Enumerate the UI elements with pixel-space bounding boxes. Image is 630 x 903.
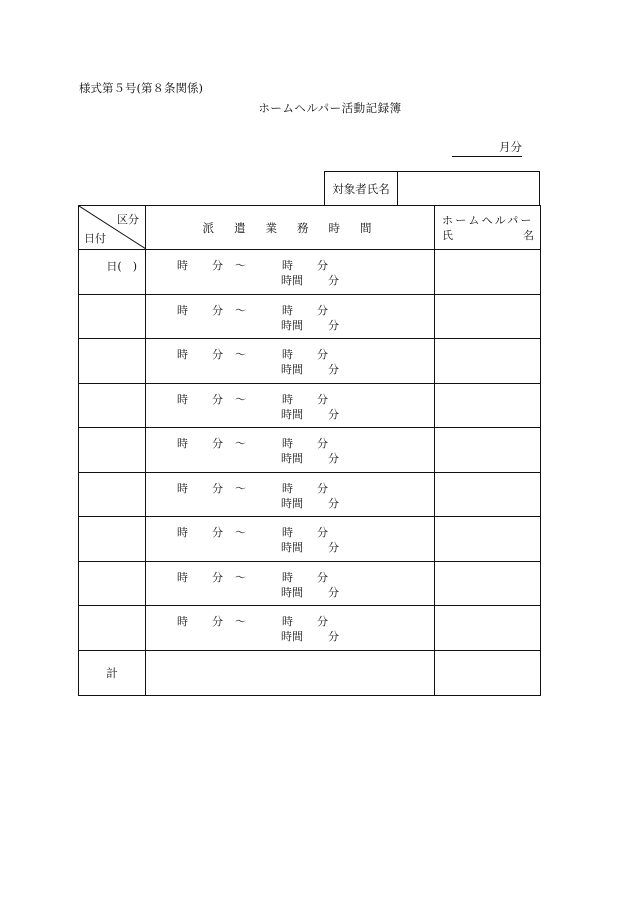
range-tilde: ～ <box>235 392 246 406</box>
end-minute-label: 分 <box>317 348 328 361</box>
duration-minute-label: 分 <box>328 585 339 599</box>
start-hour-label: 時 <box>177 570 188 584</box>
duration-hours-label: 時間 <box>281 274 303 287</box>
table-row <box>79 339 541 384</box>
start-hour-label: 時 <box>177 259 188 272</box>
duration-minute-label: 分 <box>328 452 339 465</box>
table-row <box>79 294 541 339</box>
end-minute-label: 分 <box>317 481 328 495</box>
dispatch-time-cell[interactable] <box>146 250 435 295</box>
start-minute-label: 分 <box>212 392 223 406</box>
helper-name-cell[interactable] <box>435 561 541 606</box>
duration-minute-label: 分 <box>328 496 339 510</box>
start-hour-label: 時 <box>177 481 188 495</box>
end-hour-label: 時 <box>282 259 293 272</box>
end-hour-label: 時 <box>282 526 293 539</box>
range-tilde: ～ <box>235 437 246 450</box>
total-helper-cell[interactable] <box>435 650 541 695</box>
document-title: ホームヘルパー活動記録簿 <box>258 101 402 115</box>
end-minute-label: 分 <box>317 392 328 406</box>
start-minute-label: 分 <box>212 259 223 272</box>
helper-name-header <box>435 206 541 250</box>
dispatch-time-cell[interactable] <box>146 294 435 339</box>
table-row <box>79 472 541 517</box>
duration-minute-label: 分 <box>328 274 339 287</box>
duration-hours-label: 時間 <box>281 318 303 332</box>
start-minute-label: 分 <box>212 348 223 361</box>
end-hour-label: 時 <box>282 348 293 361</box>
helper-name-cell[interactable] <box>435 294 541 339</box>
date-cell[interactable] <box>79 339 146 384</box>
range-tilde: ～ <box>235 348 246 361</box>
end-minute-label: 分 <box>317 526 328 539</box>
end-hour-label: 時 <box>282 303 293 317</box>
date-cell[interactable] <box>79 428 146 473</box>
duration-hours-label: 時間 <box>281 585 303 599</box>
end-minute-label: 分 <box>317 259 328 272</box>
duration-hours-label: 時間 <box>281 496 303 510</box>
duration-minute-label: 分 <box>328 541 339 554</box>
duration-minute-label: 分 <box>328 318 339 332</box>
range-tilde: ～ <box>235 526 246 539</box>
end-minute-label: 分 <box>317 303 328 317</box>
date-cell[interactable] <box>79 517 146 562</box>
subject-name-label: 対象者氏名 <box>325 172 398 205</box>
date-cell[interactable] <box>79 606 146 651</box>
start-minute-label: 分 <box>212 303 223 317</box>
helper-name-cell[interactable] <box>435 383 541 428</box>
helper-header-givenname: 名 <box>523 229 534 242</box>
start-minute-label: 分 <box>212 570 223 584</box>
duration-hours-label: 時間 <box>281 407 303 421</box>
total-label: 計 <box>79 650 146 695</box>
duration-hours-label: 時間 <box>281 363 303 376</box>
month-field[interactable]: 月分 <box>452 139 522 157</box>
start-hour-label: 時 <box>177 303 188 317</box>
end-hour-label: 時 <box>282 392 293 406</box>
activity-record-table <box>78 205 541 696</box>
dispatch-time-cell[interactable] <box>146 472 435 517</box>
helper-header-line1: ホームヘルパー <box>442 214 534 227</box>
start-minute-label: 分 <box>212 615 223 628</box>
end-hour-label: 時 <box>282 615 293 628</box>
dispatch-time-cell[interactable] <box>146 561 435 606</box>
start-hour-label: 時 <box>177 392 188 406</box>
duration-minute-label: 分 <box>328 363 339 376</box>
subject-name-box <box>324 171 540 205</box>
category-label: 区分 <box>117 213 139 226</box>
table-row <box>79 428 541 473</box>
end-minute-label: 分 <box>317 437 328 450</box>
range-tilde: ～ <box>235 259 246 272</box>
table-row <box>79 606 541 651</box>
table-row <box>79 383 541 428</box>
dispatch-time-cell[interactable] <box>146 517 435 562</box>
end-minute-label: 分 <box>317 615 328 628</box>
total-row <box>79 650 541 695</box>
helper-header-surname: 氏 <box>442 229 453 242</box>
dispatch-time-cell[interactable] <box>146 428 435 473</box>
table-header-row <box>79 206 541 250</box>
subject-name-input[interactable] <box>398 172 539 205</box>
helper-name-cell[interactable] <box>435 250 541 295</box>
start-minute-label: 分 <box>212 526 223 539</box>
date-label: 日付 <box>84 232 106 245</box>
end-hour-label: 時 <box>282 481 293 495</box>
duration-hours-label: 時間 <box>281 630 303 643</box>
range-tilde: ～ <box>235 615 246 628</box>
start-hour-label: 時 <box>177 615 188 628</box>
helper-name-cell[interactable] <box>435 472 541 517</box>
start-hour-label: 時 <box>177 437 188 450</box>
duration-minute-label: 分 <box>328 407 339 421</box>
dispatch-time-header: 派遣業務時間 <box>146 206 435 250</box>
date-cell[interactable] <box>79 472 146 517</box>
helper-name-cell[interactable] <box>435 606 541 651</box>
start-hour-label: 時 <box>177 348 188 361</box>
date-cell[interactable]: 日( ) <box>79 250 146 295</box>
duration-hours-label: 時間 <box>281 452 303 465</box>
end-hour-label: 時 <box>282 437 293 450</box>
table-body <box>79 250 541 651</box>
range-tilde: ～ <box>235 303 246 317</box>
start-minute-label: 分 <box>212 481 223 495</box>
range-tilde: ～ <box>235 481 246 495</box>
total-time-cell[interactable] <box>146 650 435 695</box>
helper-name-cell[interactable] <box>435 428 541 473</box>
end-minute-label: 分 <box>317 570 328 584</box>
table-row <box>79 561 541 606</box>
date-cell[interactable] <box>79 561 146 606</box>
dispatch-time-cell[interactable] <box>146 339 435 384</box>
dispatch-time-cell[interactable] <box>146 606 435 651</box>
start-minute-label: 分 <box>212 437 223 450</box>
end-hour-label: 時 <box>282 570 293 584</box>
date-cell[interactable] <box>79 294 146 339</box>
range-tilde: ～ <box>235 570 246 584</box>
start-hour-label: 時 <box>177 526 188 539</box>
duration-minute-label: 分 <box>328 630 339 643</box>
dispatch-time-cell[interactable] <box>146 383 435 428</box>
table-row <box>79 250 541 295</box>
table-row <box>79 517 541 562</box>
helper-name-cell[interactable] <box>435 339 541 384</box>
corner-header-cell <box>79 206 146 250</box>
form-number: 様式第５号(第８条関係) <box>79 81 203 95</box>
duration-hours-label: 時間 <box>281 541 303 554</box>
helper-name-cell[interactable] <box>435 517 541 562</box>
date-cell[interactable] <box>79 383 146 428</box>
